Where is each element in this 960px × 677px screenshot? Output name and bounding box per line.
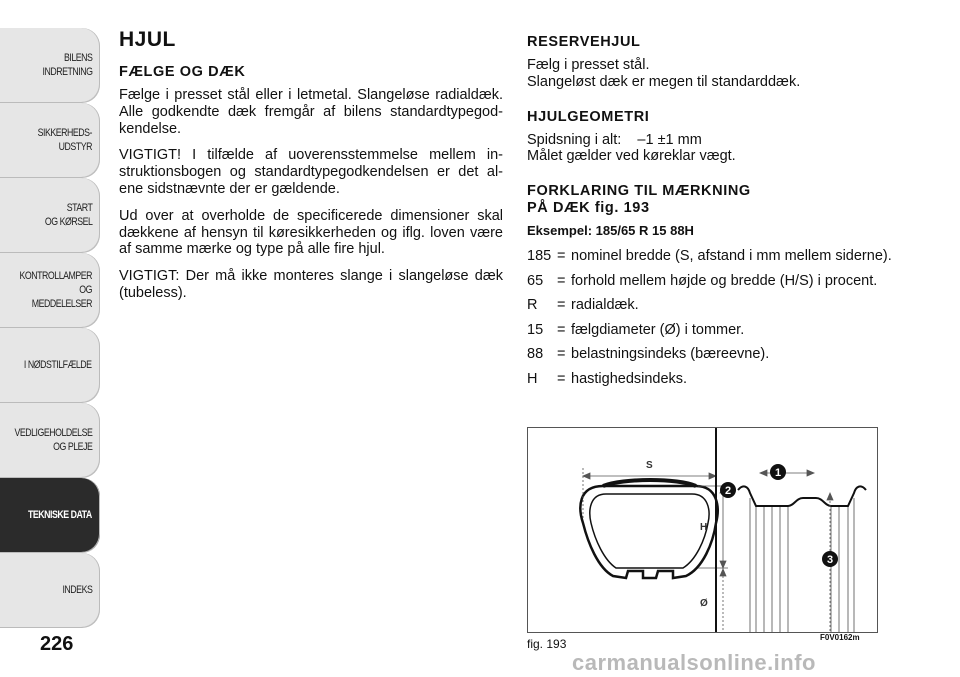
text-line: Fælg i presset stål. [527,57,650,73]
marker-3 [822,551,838,567]
legend-key: 65 [527,272,544,289]
tab-label: SIKKERHEDS- UDSTYR [37,127,92,153]
rim-width-arrow [760,470,814,476]
paragraph: VIGTIGT: Der må ikke monteres slange i slangeløse dæk (tubeless). [119,268,503,301]
dimension-s [583,468,716,518]
section-hjulgeometri [527,109,917,166]
tab-label: START OG KØRSEL [44,202,92,228]
legend-text: hastighedsindeks. [571,370,688,387]
tab-label: I NØDSTILFÆLDE [24,359,92,371]
tab-label: TEKNISKE DATA [28,509,92,521]
section-title-hjulgeometri: HJULGEOMETRI [527,108,650,125]
section-title-maerkning-2: PÅ DÆK fig. 193 [527,200,650,217]
section-title-faelge: FÆLGE OG DÆK [119,64,246,80]
legend-key: 88 [527,346,544,363]
text-line: Målet gælder ved køreklar vægt. [527,148,736,165]
tab-start-og-korsel[interactable] [0,178,100,252]
text-line: Slangeløst dæk er megen til standarddæk. [527,73,801,90]
text-line: Spidsning i alt: –1 ±1 mm [527,131,702,148]
paragraph: Fælge i presset stål eller i letmetal. Slangeløse radialdæk. Alle godkendte dæk fremgår af bilens standardtypegod-kendelse. [119,87,503,137]
tab-vedligeholdelse[interactable] [0,403,100,477]
label-s: S [646,460,653,471]
marker-3-label: 3 [826,554,834,566]
legend-key: R [527,297,538,314]
rim-profile [738,486,866,632]
legend-text: nominel bredde (S, afstand i mm mellem siderne). [571,248,892,265]
legend-key: 15 [527,321,544,338]
legend-row [527,293,917,318]
section-maerkning [527,183,917,391]
legend-eq: = [557,297,566,314]
legend-key: H [527,370,538,387]
paragraph: VIGTIGT! I tilfælde af uoverensstemmelse mellem in-struktionsbogen og standardtypegodkendelsen er det al-ene sidstnævnte der er gældende. [119,147,503,197]
tab-label: VEDLIGEHOLDELSE OG PLEJE [14,427,92,453]
marker-1-label: 1 [774,467,782,479]
example-label: Eksempel: 185/65 R 15 88H [527,223,694,239]
paragraph: Ud over at overholde de specificerede dimensioner skal dækkene af hensyn til køresikkerheden og iflg. loven være af samme mærke og type på alle fire hjul. [119,207,503,258]
legend-eq: = [557,370,566,387]
legend-eq: = [557,248,566,265]
figure-caption: fig. 193 [527,637,567,651]
legend-row [527,367,917,392]
marker-1 [770,464,786,480]
tire-diagram-figure [527,427,878,633]
page-number: 226 [40,633,74,655]
legend-row [527,342,917,367]
legend-text: forhold mellem højde og bredde (H/S) i procent. [571,272,878,289]
section-title-reservehjul: RESERVEHJUL [527,34,641,50]
right-column [527,34,917,409]
label-diameter: Ø [700,598,708,609]
legend-row [527,318,917,343]
page-title: HJUL [119,28,176,51]
tab-tekniske-data[interactable] [0,478,100,552]
section-title-maerkning: FORKLARING TIL MÆRKNING [527,183,751,200]
legend-key: 185 [527,248,552,265]
legend-eq: = [557,321,566,338]
legend-text: radialdæk. [571,297,639,314]
legend-text: fælgdiameter (Ø) i tommer. [571,321,745,338]
legend-text: belastningsindeks (bæreevne). [571,346,770,363]
tab-indeks[interactable] [0,553,100,627]
tire-diagram [528,428,877,632]
tab-label: INDEKS [62,584,92,596]
tab-sikkerhedsudstyr[interactable] [0,103,100,177]
left-column [119,28,503,312]
marker-2 [720,482,736,498]
tab-kontrollamper[interactable] [0,253,100,327]
legend-row [527,244,917,269]
tab-bilens-indretning[interactable] [0,28,100,102]
legend-row [527,269,917,294]
figure-code: F0V0162m [820,633,860,642]
watermark: carmanualsonline.info [572,650,816,675]
legend-eq: = [557,346,566,363]
marker-2-label: 2 [724,485,732,497]
tab-label: KONTROLLAMPER OG MEDDELELSER [19,270,93,310]
label-h: H [700,522,708,533]
tab-label: BILENS INDRETNING [42,52,92,78]
tire-cross-section [580,480,717,578]
legend-eq: = [557,272,566,289]
section-reservehjul [527,34,917,91]
tab-i-nodstilfaelde[interactable] [0,328,100,402]
